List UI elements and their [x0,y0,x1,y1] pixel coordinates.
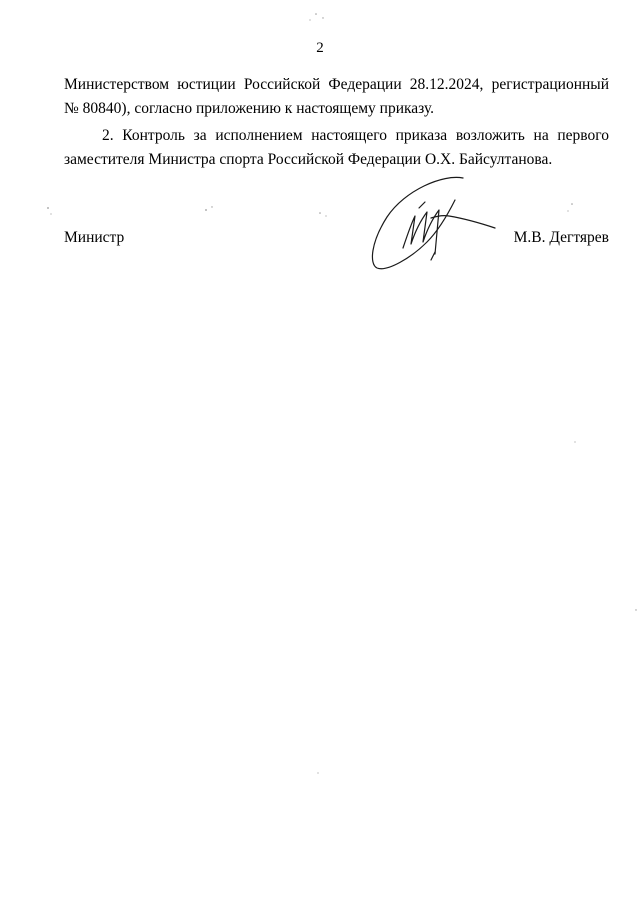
paragraph-line: заместителя Министра спорта Российской Федерации О.Х. Байсултанова. [64,151,553,168]
paragraph-line: Министерством юстиции Российской Федерации 28.12.2024, регистрационный [64,76,609,93]
paragraph-line: 2. Контроль за исполнением настоящего приказа возложить на первого [102,127,609,144]
signatory-role: Министр [64,229,125,246]
handwritten-signature [365,172,505,272]
paragraph-registration [64,73,609,121]
paragraph-line: № 80840), согласно приложению к настоящему приказу. [64,100,435,117]
paragraph-control-clause [64,124,609,172]
signatory-name: М.В. Дегтярев [513,229,609,246]
page-number: 2 [316,40,324,56]
